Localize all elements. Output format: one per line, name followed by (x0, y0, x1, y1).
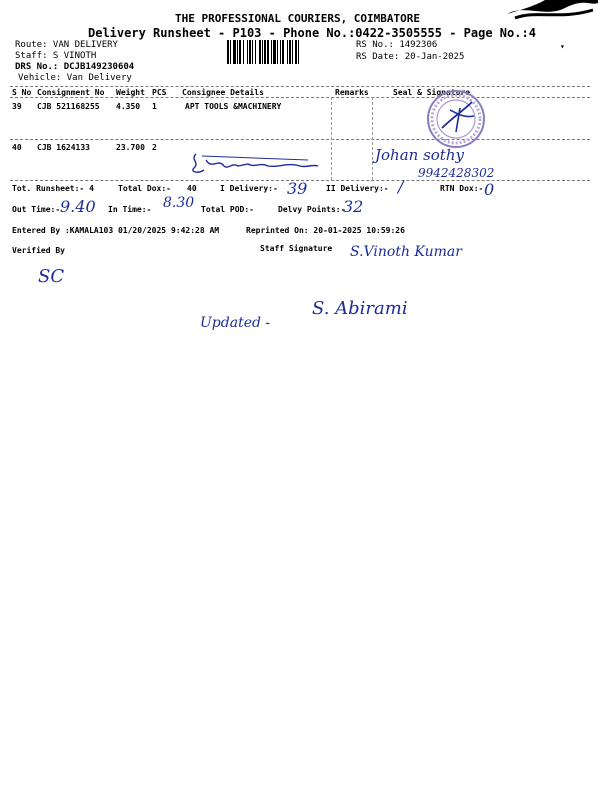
col-sno: S No (12, 88, 32, 97)
col-pcs: PCS (152, 88, 167, 97)
total-pod-label: Total POD:- (201, 205, 254, 214)
receiver-phone-handwritten: 9942428302 (418, 166, 495, 180)
runsheet-title: Delivery Runsheet - P103 - Phone No.:0422-3505555 - Page No.:4 (88, 26, 536, 40)
tot-runsheet: Tot. Runsheet:- 4 (12, 184, 94, 193)
receiver-name-handwritten: Johan sothy (375, 146, 464, 164)
corner-mark: ▾ (560, 42, 565, 51)
rtn-dox-label: RTN Dox:- (440, 184, 484, 193)
col-consignment: Consignment No (37, 88, 105, 97)
ii-delivery-value: / (398, 177, 404, 196)
out-time-label: Out Time:- (12, 205, 61, 214)
rs-number: RS No.: 1492306 (356, 40, 438, 50)
row1-sno: 39 (12, 102, 22, 111)
staff-signature-label: Staff Signature (260, 244, 333, 253)
row2-pcs: 2 (152, 143, 157, 152)
row1-consignee: APT TOOLS &MACHINERY (185, 102, 282, 111)
col-seal-signature: Seal & Signature (393, 88, 471, 97)
barcode (226, 40, 348, 64)
verified-initials: SC (38, 266, 65, 287)
vehicle-field: Vehicle: Van Delivery (18, 73, 132, 83)
reprinted-on: Reprinted On: 20-01-2025 10:59:26 (246, 226, 405, 235)
in-time-value: 8.30 (163, 195, 195, 211)
col-remarks: Remarks (335, 88, 369, 97)
i-delivery-value: 39 (287, 179, 308, 198)
total-dox-value: 40 (187, 184, 197, 193)
rtn-dox-value: 0 (484, 180, 495, 199)
staff-field: Staff: S VINOTH (15, 51, 97, 61)
in-time-label: In Time:- (108, 205, 152, 214)
updated-by: S. Abirami (312, 298, 408, 319)
entered-by: Entered By :KAMALA103 01/20/2025 9:42:28 AM (12, 226, 220, 235)
route-field: Route: VAN DELIVERY (15, 40, 118, 50)
row1-weight: 4.350 (116, 102, 141, 111)
company-name: THE PROFESSIONAL COURIERS, COIMBATORE (175, 12, 421, 25)
verified-by: Verified By (12, 246, 65, 255)
top-redaction-scribble (505, 0, 600, 24)
staff-signature-handwritten: S.Vinoth Kumar (350, 244, 462, 260)
i-delivery-label: I Delivery:- (220, 184, 278, 193)
col-consignee: Consignee Details (182, 88, 264, 97)
consignee-signature (188, 148, 328, 178)
row1-consignment: CJB 521168255 (37, 102, 100, 111)
col-weight: Weight (116, 88, 145, 97)
row2-sno: 40 (12, 143, 22, 152)
row1-pcs: 1 (152, 102, 157, 111)
rs-date: RS Date: 20-Jan-2025 (356, 52, 465, 62)
out-time-value: 9.40 (60, 197, 96, 216)
delvy-points-label: Delvy Points:- (278, 205, 346, 214)
delvy-points-value: 32 (343, 197, 364, 216)
drs-field: DRS No.: DCJB149230604 (15, 62, 135, 72)
ii-delivery-label: II Delivery:- (326, 184, 389, 193)
total-dox-label: Total Dox:- (118, 184, 171, 193)
seal-stamp (424, 88, 488, 150)
row2-weight: 23.700 (116, 143, 145, 152)
updated-note: Updated - (200, 315, 271, 331)
row2-consignment: CJB 1624133 (37, 143, 90, 152)
